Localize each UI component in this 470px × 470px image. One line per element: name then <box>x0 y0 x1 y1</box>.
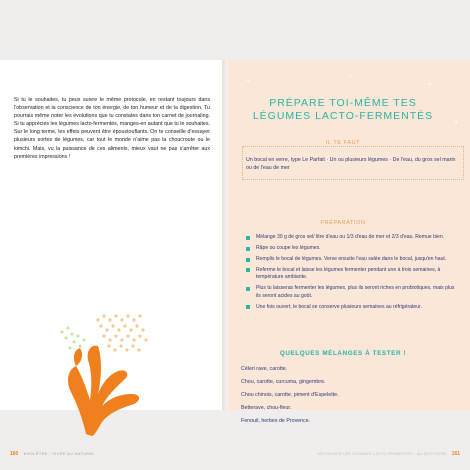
square-bullet-icon <box>246 305 250 309</box>
star-decoration-icon: ✧ <box>348 74 353 80</box>
right-page-number: 161 <box>451 451 460 457</box>
preparation-steps <box>246 234 460 315</box>
left-page <box>0 60 222 457</box>
left-folio <box>10 451 95 457</box>
melange-item: Fenouil, herbes de Provence. <box>241 417 311 424</box>
right-page <box>228 60 470 457</box>
square-bullet-icon <box>246 247 250 251</box>
recipe-title <box>228 97 458 123</box>
preparation-step: Râpe ou coupe les légumes. <box>246 245 460 253</box>
melange-item: Betterave, chou-fleur. <box>241 404 292 411</box>
preparation-step: Une fois ouvert, le bocal se conserve plusieurs semaines au réfrigérateur. <box>246 304 460 312</box>
square-bullet-icon <box>246 258 250 262</box>
melanges-list <box>241 366 457 430</box>
melange-item: Chou chinois, carotte, piment d'Espelette. <box>241 391 339 398</box>
il-faut-text: Un bocal en verre, type Le Parfait · Un ou plusieurs légumes · De l'eau, du gros sel marin ou de l'eau de mer <box>246 157 456 171</box>
square-bullet-icon <box>246 268 250 272</box>
left-page-paragraph: Si tu le souhaites, tu peux suivre le même protocole, en restant toujours dans l'observation et la conscience de ton énergie, de ton humeur et de ta digestion. Tu pourrais même noter les évolutions que tu constates dans ton carnet de journaling. Si tu apprécies les légumes lacto-fermentés, manges-en autant que tu le souhaites. Sur le long terme, les effets peuvent être époustouflants. On te conseille d'essayer plusieurs sortes de légumes, car tout le monde n'aime pas la choucroute ou le kimchi. Mais, vu la puissance de ces aliments, mieux vaut ne pas s'arrêter aux premières impressions ! <box>14 97 210 160</box>
preparation-step: Plus tu laisseras fermenter les légumes, plus ils seront riches en probiotiques, mais plus ils seront acides au goût. <box>246 285 460 300</box>
melange-item: Céleri rave, carotte. <box>241 366 288 372</box>
right-running-header: DÉCOUVRIR LES LÉGUMES LACTO-FERMENTÉS · AU QUOTIDIEN <box>317 452 447 456</box>
star-decoration-icon: ✦ <box>454 120 459 126</box>
preparation-label: PRÉPARATION <box>320 220 366 226</box>
melange-item: Chou, carotte, curcuma, gingembre. <box>241 378 326 385</box>
preparation-step: Referme le bocal et laisse les légumes fermenter pendant une à trois semaines, à température ambiante. <box>246 267 460 282</box>
square-bullet-icon <box>246 236 250 240</box>
recipe-title-line1: PRÉPARE TOI-MÊME TES <box>269 97 417 109</box>
right-folio <box>318 451 461 457</box>
left-running-header: BIEN-ÊTRE · VIVRE AU NATUREL <box>23 451 95 456</box>
il-faut-label: IL TE FAUT <box>325 140 361 146</box>
seaweed-illustration <box>46 306 176 436</box>
recipe-title-line2: LÉGUMES LACTO-FERMENTÉS <box>252 110 434 122</box>
star-decoration-icon: ✦ <box>428 82 433 88</box>
square-bullet-icon <box>246 287 250 291</box>
preparation-step: Remplis le bocal de légumes. Verse ensuite l'eau salée dans le bocal, jusqu'en haut. <box>246 256 460 264</box>
preparation-step: Mélange 30 g de gros sel/ litre d'eau ou 1/3 d'eau de mer et 2/3 d'eau. Remue bien. <box>246 234 460 242</box>
star-decoration-icon: ✦ <box>246 78 251 84</box>
melanges-title: QUELQUES MÉLANGES À TESTER ! <box>279 350 407 357</box>
left-page-number: 160 <box>10 451 19 457</box>
